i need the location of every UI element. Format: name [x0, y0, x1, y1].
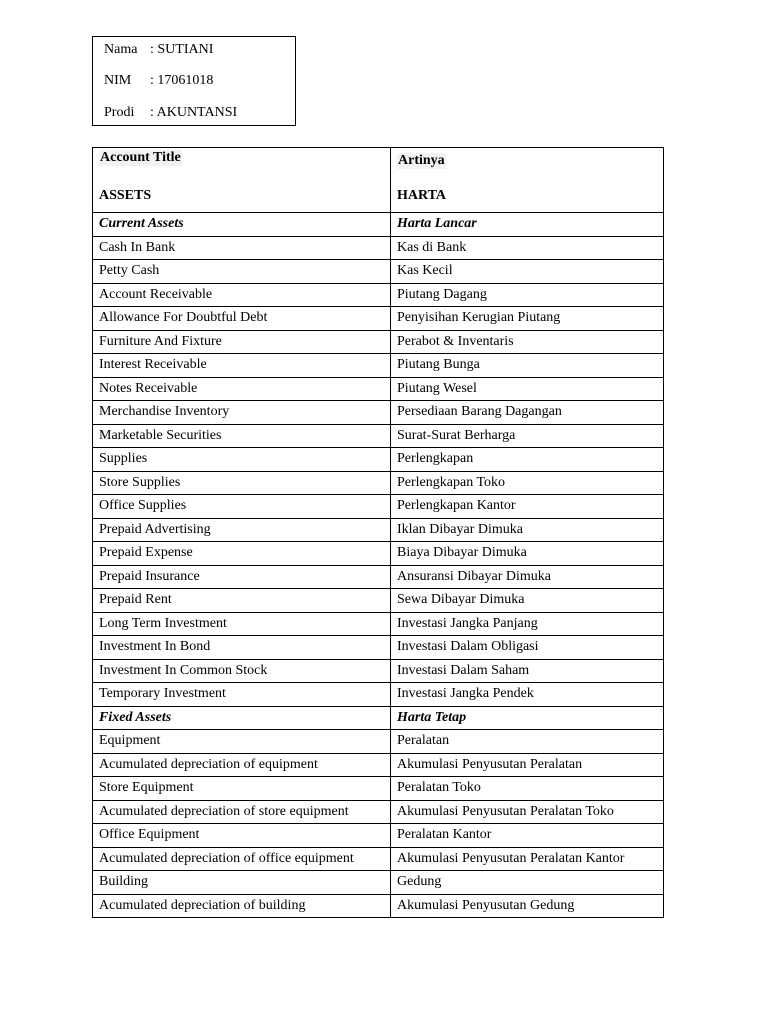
account-title-cell: Long Term Investment [93, 612, 391, 636]
info-value: : SUTIANI [150, 42, 214, 57]
account-title-cell: Store Equipment [93, 777, 391, 801]
account-title-cell: Fixed Assets [93, 706, 391, 730]
table-row [93, 824, 664, 848]
table-row [93, 495, 664, 519]
account-title-cell: Current Assets [93, 213, 391, 237]
account-title-cell: Prepaid Rent [93, 589, 391, 613]
info-prodi [104, 105, 237, 121]
account-title-cell: Prepaid Insurance [93, 565, 391, 589]
account-title-cell: Acumulated depreciation of store equipment [93, 800, 391, 824]
account-title-cell: Temporary Investment [93, 683, 391, 707]
account-title-cell: Marketable Securities [93, 424, 391, 448]
table-row [93, 401, 664, 425]
account-title-cell: Store Supplies [93, 471, 391, 495]
account-title-cell: Prepaid Expense [93, 542, 391, 566]
artinya-cell: Piutang Wesel [391, 377, 664, 401]
table-row [93, 354, 664, 378]
artinya-cell: Kas di Bank [391, 236, 664, 260]
artinya-cell: Investasi Jangka Panjang [391, 612, 664, 636]
student-info-box [92, 36, 296, 126]
table-row [93, 260, 664, 284]
artinya-cell: Kas Kecil [391, 260, 664, 284]
info-nama [104, 42, 213, 58]
table-row [93, 377, 664, 401]
info-nim [104, 73, 213, 89]
account-title-cell: Prepaid Advertising [93, 518, 391, 542]
artinya-cell: Piutang Dagang [391, 283, 664, 307]
account-title-cell: Investment In Common Stock [93, 659, 391, 683]
artinya-cell: Ansuransi Dibayar Dimuka [391, 565, 664, 589]
table-row [93, 777, 664, 801]
artinya-cell: Investasi Jangka Pendek [391, 683, 664, 707]
table-row [93, 636, 664, 660]
artinya-cell: Perlengkapan [391, 448, 664, 472]
account-title-cell: Interest Receivable [93, 354, 391, 378]
header-harta: HARTA [397, 188, 447, 203]
header-account-title: Account Title [100, 150, 181, 165]
account-title-cell: Merchandise Inventory [93, 401, 391, 425]
table-row [93, 565, 664, 589]
artinya-cell: Persediaan Barang Dagangan [391, 401, 664, 425]
account-title-cell: Building [93, 871, 391, 895]
artinya-cell: Perabot & Inventaris [391, 330, 664, 354]
header-artinya: Artinya [398, 153, 445, 168]
table-row [93, 800, 664, 824]
artinya-cell: Peralatan [391, 730, 664, 754]
artinya-cell: Peralatan Toko [391, 777, 664, 801]
section-row [93, 706, 664, 730]
table-row [93, 659, 664, 683]
account-title-cell: Office Equipment [93, 824, 391, 848]
table-row [93, 518, 664, 542]
artinya-cell: Peralatan Kantor [391, 824, 664, 848]
artinya-cell: Akumulasi Penyusutan Peralatan [391, 753, 664, 777]
artinya-cell: Penyisihan Kerugian Piutang [391, 307, 664, 331]
artinya-cell: Iklan Dibayar Dimuka [391, 518, 664, 542]
table-row [93, 471, 664, 495]
account-title-cell: Acumulated depreciation of equipment [93, 753, 391, 777]
account-title-cell: Supplies [93, 448, 391, 472]
account-title-cell: Furniture And Fixture [93, 330, 391, 354]
table-header-row [93, 148, 664, 213]
artinya-cell: Perlengkapan Kantor [391, 495, 664, 519]
account-title-cell: Notes Receivable [93, 377, 391, 401]
artinya-cell: Akumulasi Penyusutan Peralatan Kantor [391, 847, 664, 871]
table-row [93, 542, 664, 566]
table-row [93, 847, 664, 871]
header-account-title-cell [93, 148, 391, 213]
account-title-cell: Office Supplies [93, 495, 391, 519]
table-row [93, 683, 664, 707]
account-title-cell: Investment In Bond [93, 636, 391, 660]
artinya-cell: Gedung [391, 871, 664, 895]
table-row [93, 753, 664, 777]
table-row [93, 894, 664, 918]
info-label: Prodi [104, 105, 135, 120]
table-row [93, 448, 664, 472]
table-row [93, 612, 664, 636]
artinya-cell: Piutang Bunga [391, 354, 664, 378]
artinya-cell: Investasi Dalam Saham [391, 659, 664, 683]
artinya-cell: Perlengkapan Toko [391, 471, 664, 495]
header-assets: ASSETS [99, 188, 152, 203]
table-row [93, 330, 664, 354]
table-row [93, 236, 664, 260]
table-row [93, 730, 664, 754]
table-row [93, 589, 664, 613]
artinya-cell: Akumulasi Penyusutan Peralatan Toko [391, 800, 664, 824]
artinya-cell: Harta Lancar [391, 213, 664, 237]
artinya-cell: Investasi Dalam Obligasi [391, 636, 664, 660]
account-title-cell: Allowance For Doubtful Debt [93, 307, 391, 331]
info-value: : 17061018 [150, 73, 214, 88]
info-value: : AKUNTANSI [150, 105, 238, 120]
account-title-cell: Acumulated depreciation of building [93, 894, 391, 918]
artinya-cell: Sewa Dibayar Dimuka [391, 589, 664, 613]
account-table [92, 147, 664, 918]
info-label: Nama [104, 42, 138, 57]
table-row [93, 307, 664, 331]
info-label: NIM [104, 73, 132, 88]
account-title-cell: Petty Cash [93, 260, 391, 284]
artinya-cell: Akumulasi Penyusutan Gedung [391, 894, 664, 918]
account-title-cell: Acumulated depreciation of office equipment [93, 847, 391, 871]
account-title-cell: Equipment [93, 730, 391, 754]
section-row [93, 213, 664, 237]
header-artinya-cell [391, 148, 664, 213]
table-row [93, 283, 664, 307]
account-title-cell: Account Receivable [93, 283, 391, 307]
table-row [93, 424, 664, 448]
table-row [93, 871, 664, 895]
artinya-cell: Surat-Surat Berharga [391, 424, 664, 448]
artinya-cell: Biaya Dibayar Dimuka [391, 542, 664, 566]
account-title-cell: Cash In Bank [93, 236, 391, 260]
artinya-cell: Harta Tetap [391, 706, 664, 730]
